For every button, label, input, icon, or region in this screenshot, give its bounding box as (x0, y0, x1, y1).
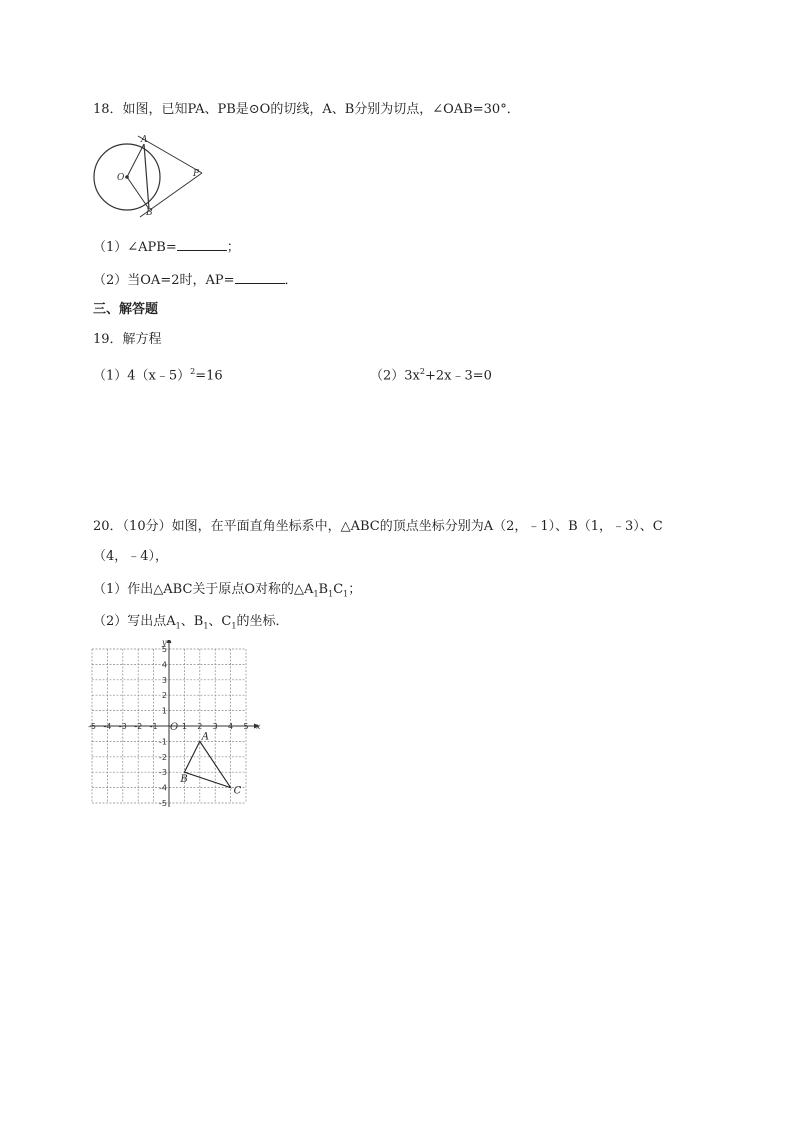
label-O: O (117, 173, 125, 183)
y-tick-label: -3 (159, 768, 167, 778)
x-tick-label: 3 (212, 722, 218, 731)
q20-part1: （1）作出△ABC关于原点O对称的$\triangle A_1B_1C_1$； (93, 582, 362, 599)
q19-part2: $(2)3x^2+2x﹣3=0$ (370, 367, 492, 384)
x-tick-label: -5 (88, 722, 96, 731)
q18-part2: （2）当OA=2时，AP= ． (93, 269, 298, 291)
y-tick-label: -5 (159, 799, 167, 808)
x-tick-label: -3 (118, 722, 127, 731)
x-tick-label: 5 (243, 722, 249, 731)
y-tick-label: -1 (159, 737, 167, 747)
y-tick-label: 3 (161, 675, 167, 685)
q20-part2: （2）写出点$A_1$、$B_1$、$C_1$的坐标． (93, 614, 289, 631)
y-axis-arrow (167, 640, 172, 643)
q18-stem: 18．如图，已知PA、PB是⊙O的切线，A、B分别为切点，∠OAB=30°． (93, 102, 520, 117)
x-tick-label: -1 (149, 722, 158, 731)
origin-label: O (170, 722, 179, 733)
vertex-label-a: A (201, 731, 210, 743)
x-axis-label: x (256, 722, 261, 731)
x-tick-label: -4 (103, 722, 112, 731)
label-B: B (146, 208, 153, 218)
y-axis-label: y (162, 640, 167, 647)
section-title: 三、解答题 (93, 302, 159, 317)
label-P: P (193, 169, 200, 179)
vertex-label-b: B (180, 774, 188, 786)
triangle-abc (184, 741, 230, 787)
y-tick-label: 2 (161, 691, 167, 701)
y-tick-label: -4 (159, 783, 167, 793)
coordinate-grid (88, 640, 270, 818)
q18-part1: （1）∠APB= ； (93, 236, 240, 258)
q18-circle-tangent-figure (90, 133, 205, 223)
vertex-label-c: C (233, 785, 242, 797)
y-tick-label: 1 (161, 706, 167, 716)
x-tick-label: -2 (134, 722, 143, 731)
x-tick-label: 4 (228, 722, 234, 731)
q20-stem-line1: 20．（10分）如图，在平面直角坐标系中，△ABC的顶点坐标分别为A（2，﹣1）、B（1，﹣3）、C (93, 519, 663, 534)
q19-stem: 19．解方程 (93, 332, 162, 347)
x-tick-label: 1 (181, 722, 187, 731)
y-tick-label: -2 (159, 752, 167, 762)
y-tick-label: 5 (161, 645, 167, 654)
y-tick-label: 4 (161, 660, 167, 670)
answer-blank-1[interactable] (177, 236, 227, 251)
x-tick-label: 2 (197, 722, 203, 731)
label-A: A (141, 135, 148, 145)
q19-part1: （1）4（x﹣5）$^2$=16 (93, 367, 223, 384)
q20-stem-line2: （4，﹣4）， (93, 549, 169, 564)
answer-blank-2[interactable] (235, 269, 285, 284)
